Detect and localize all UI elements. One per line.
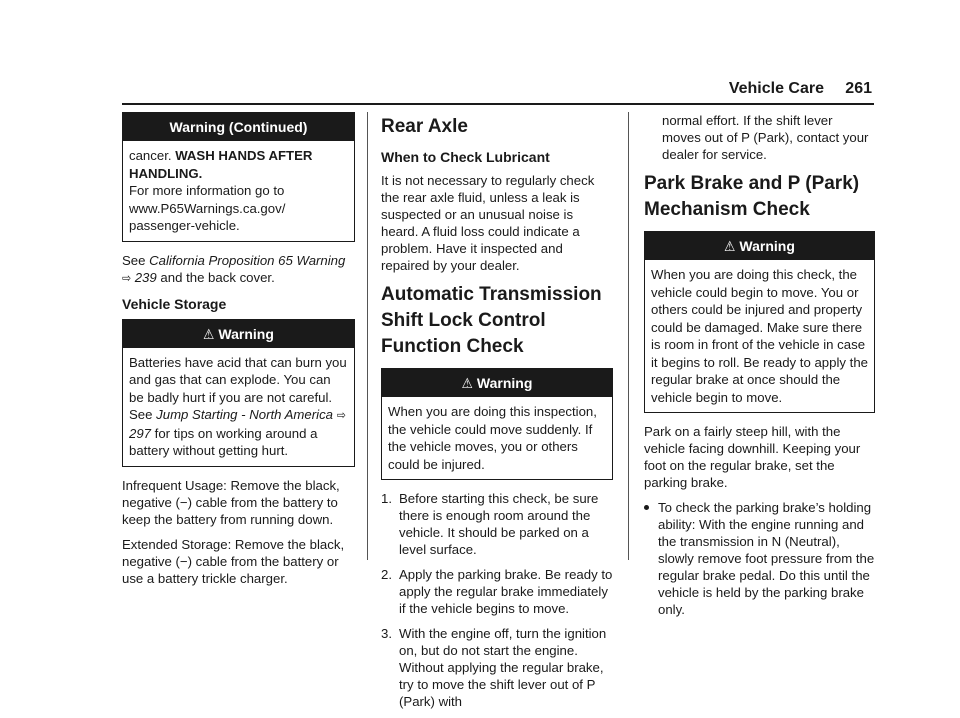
- warning-box-continued: [122, 112, 355, 242]
- warning-box: [122, 319, 355, 467]
- page-header: [122, 80, 874, 104]
- list-item: [381, 625, 613, 710]
- section-heading: Park Brake and P (Park) Mechanism Check: [644, 173, 860, 220]
- warning-text: When you are doing this check, the vehicle could begin to move. You or others could be injured and property could be damaged. Make sure there is room in front of the vehicle in case it begins to roll. Be ready to apply the regular brake at once should the vehicle begin to move.: [651, 267, 868, 405]
- page-arrow-icon: ⇨: [336, 408, 346, 422]
- see-text: See: [122, 252, 150, 268]
- column-divider: [367, 112, 368, 560]
- warning-triangle-icon: ⚠: [724, 238, 736, 254]
- page-ref[interactable]: 297: [129, 425, 152, 441]
- column-middle: [381, 112, 613, 718]
- paragraph: Park on a fairly steep hill, with the vehicle facing downhill. Keeping your foot on the regular brake, set the parking brake.: [644, 424, 861, 490]
- column-left: [122, 112, 355, 595]
- step-text: Before starting this check, be sure there is enough room around the vehicle. It should be parked on a level surface.: [399, 491, 599, 557]
- list-item: [644, 499, 875, 618]
- warning-box: [644, 231, 875, 413]
- warning-box: [381, 368, 613, 480]
- step-text: Apply the parking brake. Be ready to apply the regular brake immediately if the vehicle begins to move.: [399, 567, 613, 616]
- warning-text: cancer.: [129, 148, 176, 163]
- warning-triangle-icon: ⚠: [203, 325, 215, 342]
- warning-text: When you are doing this inspection, the vehicle could move suddenly. If the vehicle moves, you or others could be injured.: [388, 404, 597, 472]
- step-number: 2.: [381, 567, 392, 582]
- step-number: 1.: [381, 491, 392, 506]
- section-heading: Vehicle Storage: [122, 295, 227, 312]
- paragraph: It is not necessary to regularly check the rear axle fluid, unless a leak is suspected or an unusual noise is heard. A fluid loss could indicate a problem. Have it inspected and repaired by your dealer.: [381, 173, 595, 273]
- page-arrow-icon: ⇨: [122, 270, 132, 285]
- warning-title: Warning: [739, 238, 795, 254]
- list-item: [381, 490, 613, 558]
- section-title: Vehicle Care: [728, 80, 824, 97]
- page-ref[interactable]: 239: [134, 269, 157, 285]
- paragraph: Infrequent Usage: Remove the black, negative (−) cable from the battery to keep the battery from running down.: [122, 477, 340, 527]
- continued-step-text: normal effort. If the shift lever moves out of P (Park), contact your dealer for service.: [662, 113, 869, 162]
- paragraph: Extended Storage: Remove the black, negative (−) cable from the battery or use a battery trickle charger.: [122, 536, 345, 586]
- warning-text-rest: for tips on working around a battery without getting hurt.: [129, 425, 318, 458]
- column-right: [644, 112, 875, 618]
- subsection-heading: When to Check Lubricant: [381, 149, 550, 165]
- bullet-icon: [644, 505, 649, 510]
- warning-triangle-icon: ⚠: [461, 375, 473, 391]
- list-item: [381, 566, 613, 617]
- warning-title: Warning (Continued): [123, 113, 354, 141]
- section-heading: Rear Axle: [381, 116, 468, 137]
- warning-title: Warning: [218, 325, 274, 342]
- warning-text: For more information go to www.P65Warnings.ca.gov/ passenger-vehicle.: [129, 183, 286, 233]
- header-rule: [122, 103, 874, 105]
- bullet-text: To check the parking brake’s holding ability: With the engine running and the transmission in N (Neutral), slowly remove foot pressure from the regular brake pedal. Do this until the vehicle is held by the parking brake only.: [658, 500, 875, 617]
- section-heading: Automatic Transmission Shift Lock Control Function Check: [381, 284, 602, 357]
- warning-emphasis: WASH HANDS AFTER HANDLING.: [129, 148, 313, 181]
- see-reference: [122, 252, 355, 287]
- column-divider: [628, 112, 629, 560]
- step-number: 3.: [381, 626, 392, 641]
- page-number: 261: [845, 80, 872, 97]
- steps-list: [381, 490, 613, 710]
- see-text-rest: and the back cover.: [156, 269, 275, 285]
- step-text: With the engine off, turn the ignition on, but do not start the engine. Without applying the regular brake, try to move the shift lever out of P (Park) with: [399, 626, 607, 709]
- cross-reference-link[interactable]: California Proposition 65 Warning: [149, 252, 346, 268]
- bullet-list: [644, 499, 875, 618]
- cross-reference-link[interactable]: Jump Starting - North America: [156, 407, 334, 422]
- warning-title: Warning: [476, 375, 533, 391]
- warning-text: Batteries have acid that can burn you and gas that can explode. You can be badly hurt if you are not careful. See: [129, 354, 347, 422]
